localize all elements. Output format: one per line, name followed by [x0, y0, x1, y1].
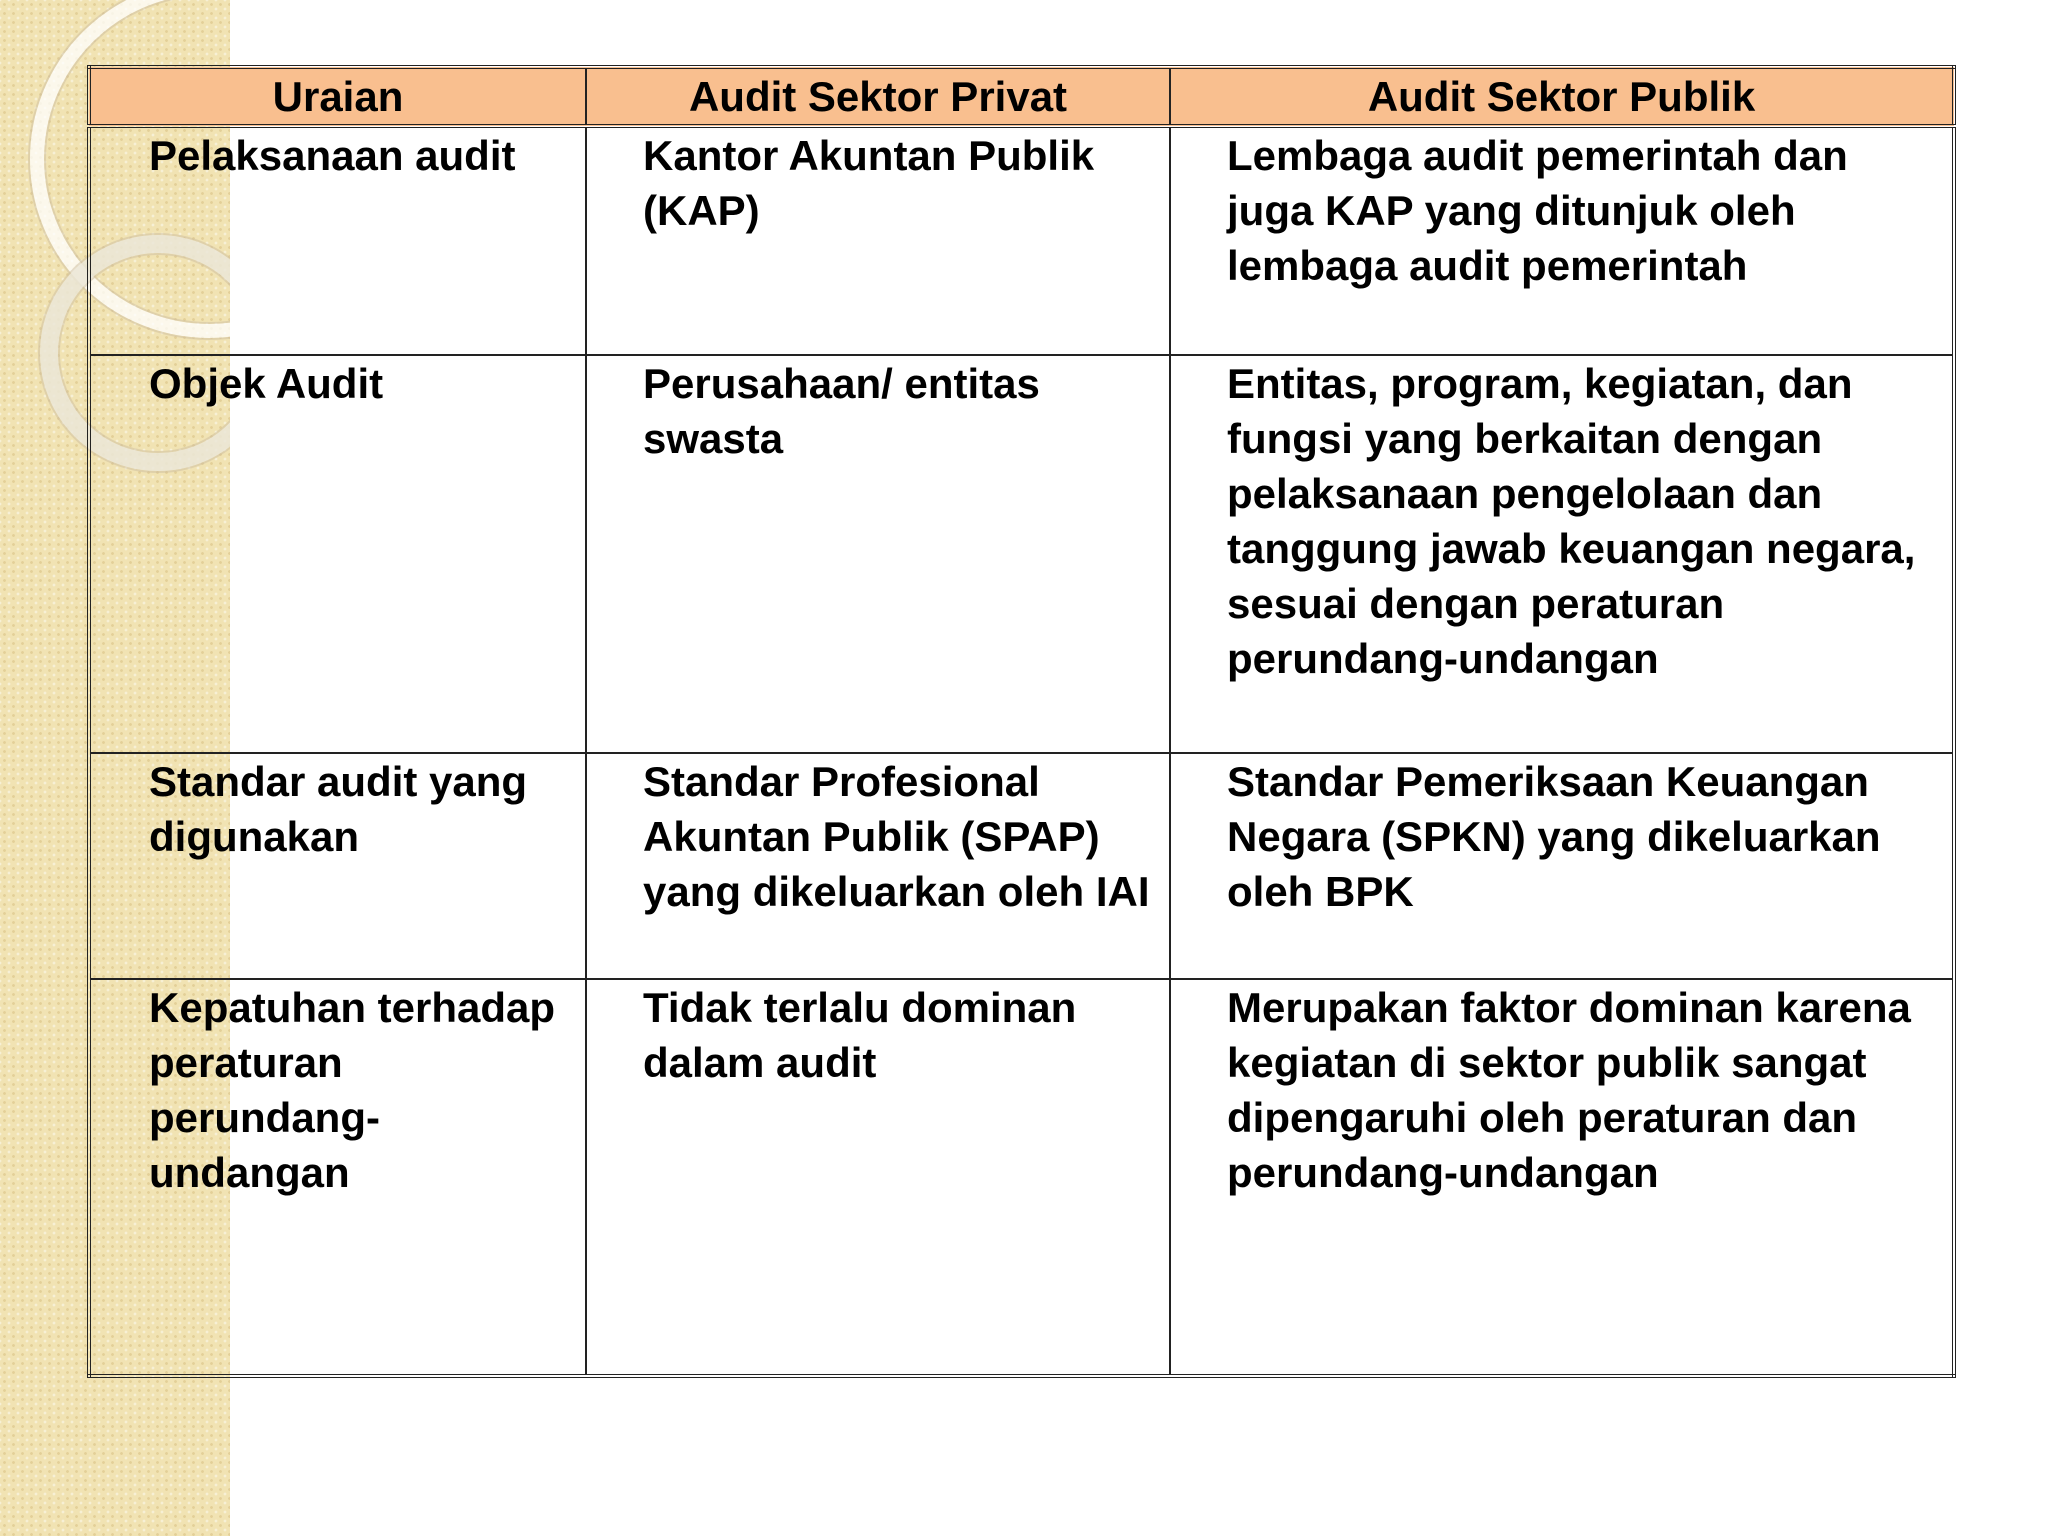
cell-text: Kantor Akuntan Publik (KAP): [643, 132, 1095, 234]
table-row: [89, 979, 1954, 1376]
cell-publik: [1170, 126, 1954, 355]
cell-uraian: [89, 355, 586, 753]
cell-text: Lembaga audit pemerintah dan juga KAP yang ditunjuk oleh lembaga audit pemerintah: [1227, 132, 1848, 289]
cell-text: Standar Profesional Akuntan Publik (SPAP) yang dikeluarkan oleh IAI: [643, 758, 1150, 915]
cell-publik: [1170, 753, 1954, 979]
cell-text: Standar audit yang digunakan: [149, 758, 528, 860]
cell-uraian: [89, 126, 586, 355]
header-uraian: Uraian: [89, 67, 586, 126]
cell-text: Standar Pemeriksaan Keuangan Negara (SPKN) yang dikeluarkan oleh BPK: [1227, 758, 1881, 915]
cell-privat: [586, 355, 1170, 753]
cell-uraian: [89, 979, 586, 1376]
table-row: [89, 126, 1954, 355]
cell-text: Pelaksanaan audit: [149, 132, 516, 179]
cell-privat: [586, 126, 1170, 355]
header-audit-sektor-publik: Audit Sektor Publik: [1170, 67, 1954, 126]
cell-publik: [1170, 355, 1954, 753]
header-audit-sektor-privat: Audit Sektor Privat: [586, 67, 1170, 126]
comparison-table: [87, 65, 1956, 1378]
cell-text: Entitas, program, kegiatan, dan fungsi yang berkaitan dengan pelaksanaan pengelolaan dan tanggung jawab keuangan negara, sesuai dengan peraturan perundang-undangan: [1227, 360, 1916, 682]
cell-text: Merupakan faktor dominan karena kegiatan di sektor publik sangat dipengaruhi oleh peraturan dan perundang-undangan: [1227, 984, 1911, 1196]
cell-text: Kepatuhan terhadap peraturan perundang-undangan: [149, 984, 556, 1196]
table-row: [89, 355, 1954, 753]
table-row: [89, 753, 1954, 979]
cell-privat: [586, 979, 1170, 1376]
cell-text: Tidak terlalu dominan dalam audit: [643, 984, 1077, 1086]
cell-text: Objek Audit: [149, 360, 384, 407]
cell-publik: [1170, 979, 1954, 1376]
cell-privat: [586, 753, 1170, 979]
cell-uraian: [89, 753, 586, 979]
cell-text: Perusahaan/ entitas swasta: [643, 360, 1040, 462]
table-header-row: [89, 67, 1954, 126]
